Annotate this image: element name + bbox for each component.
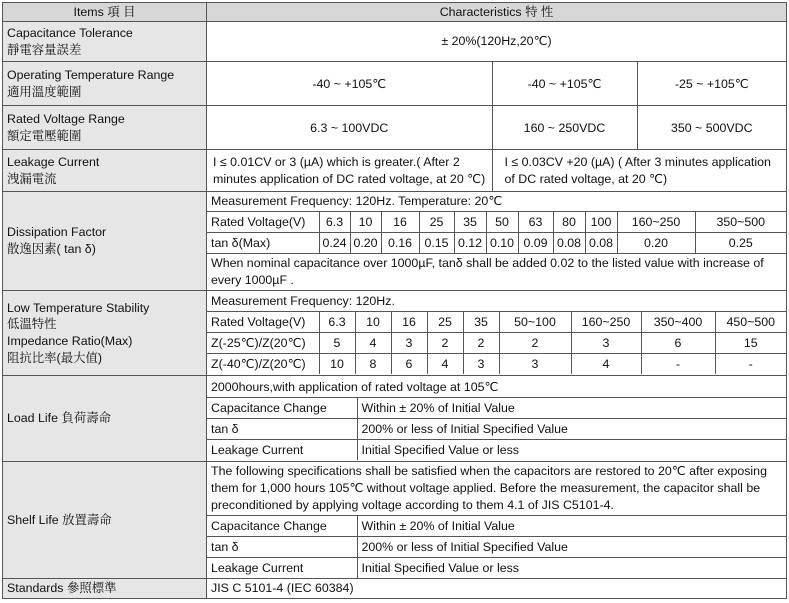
capacitance-tolerance-row <box>3 22 787 62</box>
header-row <box>3 3 787 22</box>
standards-label: Standards 參照標準 <box>3 579 207 599</box>
lts-ratio40-cell: 8 <box>355 354 391 375</box>
leakage-current-row <box>3 150 787 192</box>
shelf-item-row <box>207 558 786 579</box>
leakage-value-2: I ≤ 0.03CV +20 (µA) ( After 3 minutes application of DC rated voltage, at 20 ℃) <box>492 150 786 191</box>
df-tan-row: tan δ(Max) 0.24 0.20 0.16 0.15 0.12 0.10 0.09 0.08 0.08 0.20 0.25 <box>207 233 786 254</box>
rated-voltage-value-2: 160 ~ 250VDC <box>492 106 637 149</box>
lts-voltage-cell: 6.3 <box>319 312 355 333</box>
leakage-current-label: Leakage Current 洩漏電流 <box>3 150 207 192</box>
lts-voltage-cell: 160~250 <box>571 312 641 333</box>
spec-table <box>2 2 787 599</box>
lts-ratio25-cell: 5 <box>319 333 355 354</box>
df-note: When nominal capacitance over 1000µF, tanδ shall be added 0.02 to the listed value with increase of every 1000µF . <box>211 256 764 287</box>
df-voltage-cell: 6.3 <box>319 212 350 233</box>
load-condition: 2000hours,with application of rated voltage at 105℃ <box>207 378 786 398</box>
rated-voltage-value-1: 6.3 ~ 100VDC <box>207 106 492 149</box>
operating-temperature-row <box>3 62 787 106</box>
low-temperature-row <box>3 291 787 376</box>
df-tan-cell: 0.25 <box>695 233 786 254</box>
capacitance-tolerance-label: Capacitance Tolerance 靜電容量誤差 <box>3 22 207 62</box>
shelf-item-value: Initial Specified Value or less <box>357 558 786 579</box>
df-voltage-cell: 35 <box>454 212 486 233</box>
df-voltage-cell: 10 <box>350 212 381 233</box>
rated-voltage-value-3: 350 ~ 500VDC <box>637 106 786 149</box>
load-item-label: Leakage Current <box>207 439 357 460</box>
df-tan-cell: 0.20 <box>350 233 381 254</box>
op-temp-value-3: -25 ~ +105℃ <box>637 62 786 105</box>
lts-voltage-row: Rated Voltage(V) 6.3 10 16 25 35 50~100 160~250 350~400 450~500 <box>207 312 786 333</box>
df-tan-cell: 0.12 <box>454 233 486 254</box>
rated-voltage-row <box>3 106 787 150</box>
lts-voltage-cell: 16 <box>391 312 427 333</box>
shelf-item-value: 200% or less of Initial Specified Value <box>357 537 786 558</box>
items-header: Items 項 目 <box>3 3 207 22</box>
df-tan-cell: 0.15 <box>419 233 454 254</box>
lts-ratio25-cell: 4 <box>355 333 391 354</box>
load-item-row <box>207 398 786 419</box>
dissipation-factor-label: Dissipation Factor 散逸因素( tan δ) <box>3 192 207 291</box>
operating-temperature-label: Operating Temperature Range 適用溫度範圍 <box>3 62 207 106</box>
lts-ratio25-cell: 6 <box>641 333 715 354</box>
lts-voltage-cell: 10 <box>355 312 391 333</box>
load-item-row <box>207 418 786 439</box>
lts-voltage-cell: 35 <box>463 312 499 333</box>
load-item-value: Within ± 20% of Initial Value <box>357 398 786 419</box>
shelf-item-value: Within ± 20% of Initial Value <box>357 516 786 537</box>
load-life-row <box>3 376 787 462</box>
lts-ratio25-cell: 2 <box>463 333 499 354</box>
shelf-condition: The following specifications shall be satisfied when the capacitors are restored to 20℃ after exposing them for 1,000 hours 105℃ without voltage applied. Before the measurement, the capacitor shall be preconditioned by applying voltage according to them 4.1 of JIS C5101-4. <box>207 462 786 516</box>
lts-ratio25-cell: 15 <box>715 333 786 354</box>
df-tan-cell: 0.24 <box>319 233 350 254</box>
df-tan-cell: 0.08 <box>585 233 617 254</box>
lts-ratio40-cell: - <box>715 354 786 375</box>
df-voltage-cell: 16 <box>381 212 419 233</box>
df-tan-cell: 0.10 <box>486 233 518 254</box>
leakage-value-1: I ≤ 0.01CV or 3 (µA) which is greater.( After 2 minutes application of DC rated voltage, at 20 ℃) <box>207 150 492 191</box>
load-item-label: Capacitance Change <box>207 398 357 419</box>
rated-voltage-label: Rated Voltage Range 額定電壓範圍 <box>3 106 207 150</box>
load-item-value: 200% or less of Initial Specified Value <box>357 418 786 439</box>
lts-ratio40-cell: 3 <box>499 354 571 375</box>
shelf-item-label: tan δ <box>207 537 357 558</box>
lts-condition: Measurement Frequency: 120Hz. <box>207 292 786 312</box>
lts-ratio25-cell: 2 <box>499 333 571 354</box>
df-tan-cell: 0.09 <box>518 233 553 254</box>
df-voltage-cell: 50 <box>486 212 518 233</box>
lts-ratio40-cell: - <box>641 354 715 375</box>
load-item-row <box>207 439 786 460</box>
lts-voltage-cell: 350~400 <box>641 312 715 333</box>
low-temperature-label: Low Temperature Stability 低溫特性 Impedance Ratio(Max) 阻抗比率(最大值) <box>3 291 207 376</box>
dissipation-factor-row <box>3 192 787 291</box>
capacitance-tolerance-value: ± 20%(120Hz,20℃) <box>207 22 787 62</box>
lts-voltage-cell: 25 <box>427 312 463 333</box>
df-voltage-row: Rated Voltage(V) 6.3 10 16 25 35 50 63 80 100 160~250 350~500 <box>207 212 786 233</box>
df-voltage-cell: 63 <box>518 212 553 233</box>
lts-minus40-row: Z(-40℃)/Z(20℃) 10 8 6 4 3 3 4 - - <box>207 354 786 375</box>
standards-row <box>3 579 787 599</box>
shelf-item-row <box>207 537 786 558</box>
df-voltage-cell: 350~500 <box>695 212 786 233</box>
lts-ratio25-cell: 2 <box>427 333 463 354</box>
characteristics-header: Characteristics 特 性 <box>207 3 787 22</box>
lts-ratio40-cell: 3 <box>463 354 499 375</box>
df-voltage-cell: 100 <box>585 212 617 233</box>
load-item-value: Initial Specified Value or less <box>357 439 786 460</box>
lts-voltage-cell: 50~100 <box>499 312 571 333</box>
shelf-item-label: Capacitance Change <box>207 516 357 537</box>
lts-ratio40-cell: 4 <box>571 354 641 375</box>
df-voltage-cell: 25 <box>419 212 454 233</box>
df-tan-cell: 0.08 <box>553 233 585 254</box>
lts-voltage-cell: 450~500 <box>715 312 786 333</box>
df-condition: Measurement Frequency: 120Hz. Temperature: 20℃ <box>207 192 786 212</box>
df-voltage-cell: 160~250 <box>617 212 695 233</box>
load-item-label: tan δ <box>207 418 357 439</box>
shelf-item-label: Leakage Current <box>207 558 357 579</box>
df-tan-cell: 0.20 <box>617 233 695 254</box>
load-life-label: Load Life 負荷壽命 <box>3 376 207 462</box>
lts-ratio40-cell: 6 <box>391 354 427 375</box>
lts-minus25-row: Z(-25℃)/Z(20℃) 5 4 3 2 2 2 3 6 15 <box>207 333 786 354</box>
standards-value: JIS C 5101-4 (IEC 60384) <box>207 579 787 599</box>
shelf-life-row <box>3 462 787 579</box>
shelf-item-row <box>207 516 786 537</box>
lts-ratio25-cell: 3 <box>571 333 641 354</box>
op-temp-value-1: -40 ~ +105℃ <box>207 62 492 105</box>
df-voltage-cell: 80 <box>553 212 585 233</box>
op-temp-value-2: -40 ~ +105℃ <box>492 62 637 105</box>
lts-ratio40-cell: 4 <box>427 354 463 375</box>
lts-ratio25-cell: 3 <box>391 333 427 354</box>
lts-ratio40-cell: 10 <box>319 354 355 375</box>
shelf-life-label: Shelf Life 放置壽命 <box>3 462 207 579</box>
df-tan-cell: 0.16 <box>381 233 419 254</box>
